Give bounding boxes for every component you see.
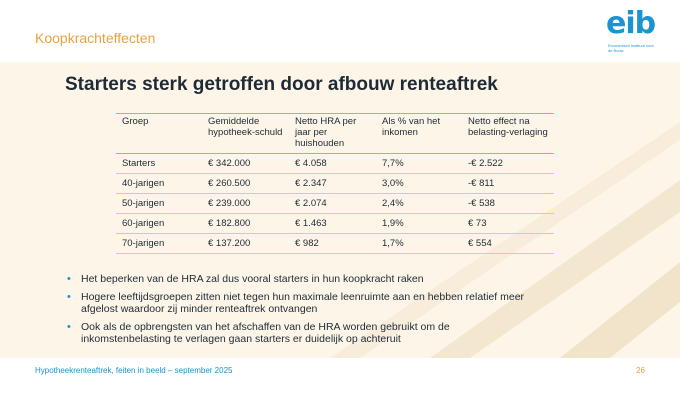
slide-header: [0, 0, 680, 62]
table-cell: € 4.058: [289, 154, 376, 174]
table-cell: € 2.074: [289, 194, 376, 214]
table-cell: € 260.500: [202, 174, 289, 194]
table-cell: -€ 538: [462, 194, 554, 214]
table-cell: Starters: [116, 154, 202, 174]
column-header-percentage-inkomen: Als % van het inkomen: [376, 114, 462, 154]
bullet-text: Ook als de opbrengsten van het afschaffen van de HRA worden gebruikt om de inkomstenbelasting te verlagen gaan starters er duidelijk op achteruit: [81, 320, 450, 345]
table-cell: -€ 2.522: [462, 154, 554, 174]
table-cell: € 2.347: [289, 174, 376, 194]
table-cell: 50-jarigen: [116, 194, 202, 214]
table-cell: € 73: [462, 214, 554, 234]
eib-logo: [606, 8, 654, 58]
table-cell: € 239.000: [202, 194, 289, 214]
column-header-groep: Groep: [116, 114, 202, 154]
table-cell: 3,0%: [376, 174, 462, 194]
table-cell: 70-jarigen: [116, 234, 202, 254]
table-row: [116, 174, 554, 194]
section-title: Koopkrachteffecten: [35, 30, 156, 46]
slide-footer: [0, 358, 680, 406]
bullet-icon: •: [67, 320, 71, 333]
table-row: [116, 154, 554, 174]
table-cell: € 982: [289, 234, 376, 254]
koopkracht-table: [116, 113, 554, 254]
table-cell: 1,9%: [376, 214, 462, 234]
bullet-text: Hogere leeftijdsgroepen zitten niet tegen hun maximale leenruimte aan en hebben relatief meer afgelost waardoor zij minder renteaftrek ontvangen: [81, 290, 525, 315]
column-header-hypotheekschuld: Gemiddelde hypotheek-schuld: [202, 114, 289, 154]
bullet-icon: •: [67, 273, 71, 285]
table-cell: € 137.200: [202, 234, 289, 254]
bullet-list: [67, 273, 537, 351]
logo-subtitle: Economisch Instituut voor de Bouw: [608, 43, 654, 53]
table-cell: 7,7%: [376, 154, 462, 174]
table-row: [116, 194, 554, 214]
table-header-row: [116, 114, 554, 154]
table-cell: € 342.000: [202, 154, 289, 174]
table-row: [116, 214, 554, 234]
table-row: [116, 234, 554, 254]
column-header-netto-hra: Netto HRA per jaar per huishouden: [289, 114, 376, 154]
table-cell: € 182.800: [202, 214, 289, 234]
bullet-item: [67, 321, 537, 346]
column-header-netto-effect: Netto effect na belasting-verlaging: [462, 114, 554, 154]
table-cell: 40-jarigen: [116, 174, 202, 194]
footer-caption: Hypotheekrenteaftrek, feiten in beeld – september 2025: [35, 366, 233, 375]
table-cell: 60-jarigen: [116, 214, 202, 234]
table-cell: -€ 811: [462, 174, 554, 194]
table-cell: 2,4%: [376, 194, 462, 214]
slide-title: Starters sterk getroffen door afbouw renteaftrek: [65, 74, 498, 95]
table-cell: € 1.463: [289, 214, 376, 234]
table-cell: 1,7%: [376, 234, 462, 254]
bullet-text: Het beperken van de HRA zal dus vooral starters in hun koopkracht raken: [81, 273, 424, 285]
bullet-icon: •: [67, 290, 71, 303]
page-number: 26: [636, 366, 645, 375]
table-cell: € 554: [462, 234, 554, 254]
bullet-item: [67, 273, 537, 286]
logo-wordmark: eib: [606, 6, 656, 41]
bullet-item: [67, 291, 537, 316]
